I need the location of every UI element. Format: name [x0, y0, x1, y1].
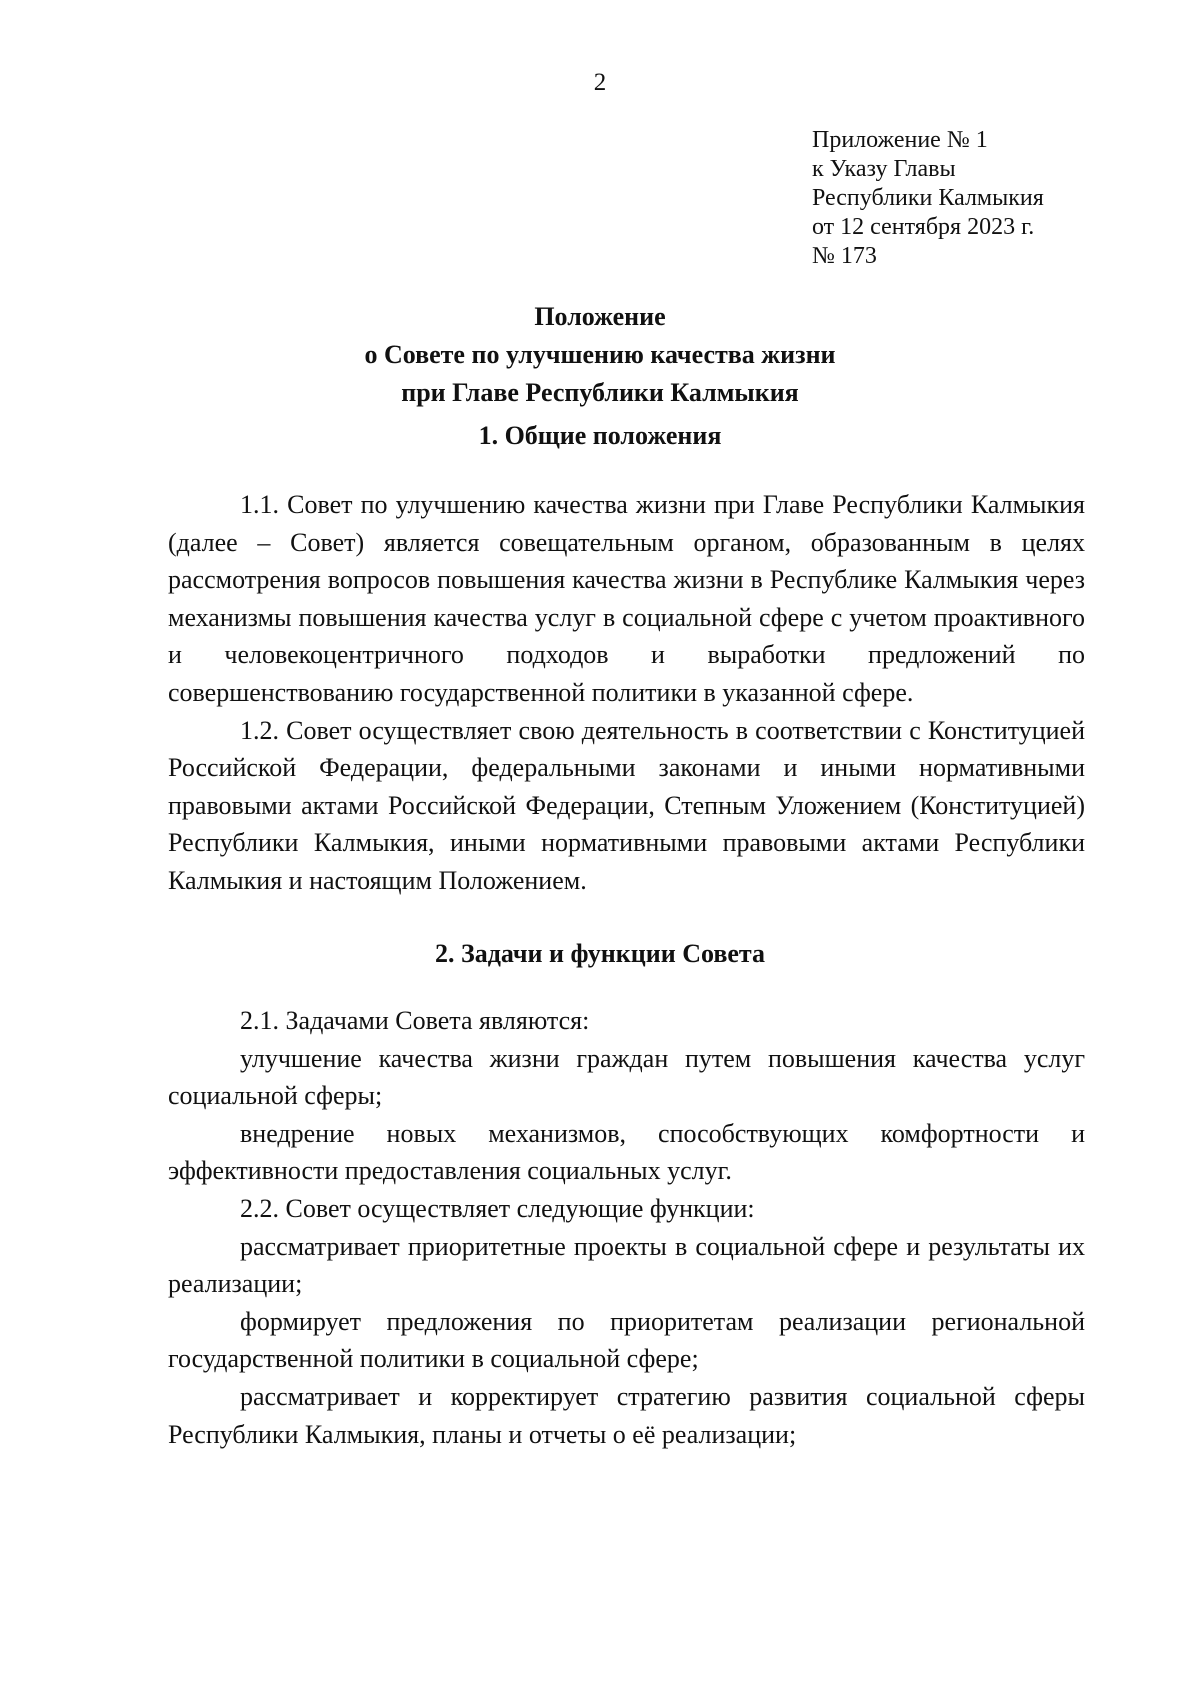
section-1-body — [168, 486, 1085, 900]
title-line: Положение — [534, 302, 666, 331]
paragraph-2-1: 2.1. Задачами Совета являются: — [240, 1006, 590, 1035]
page-number: 2 — [593, 69, 607, 96]
list-item-function: формирует предложения по приоритетам реализации региональной государственной политики в социальной сфере; — [168, 1306, 1085, 1374]
list-item-function: рассматривает приоритетные проекты в социальной сфере и результаты их реализации; — [168, 1231, 1085, 1299]
section-2-heading: 2. Задачи и функции Совета — [434, 939, 765, 968]
paragraph-1-1: 1.1. Совет по улучшению качества жизни при Главе Республики Калмыкия (далее – Совет) является совещательным органом, образованным в целях рассмотрения вопросов повышения качества жизни в Республике Калмыкия через механизмы повышения качества услуг в социальной сфере с учетом проактивного и человекоцентричного подходов и выработки предложений по совершенствованию государственной политики в указанной сфере. — [168, 490, 1085, 707]
section-2-body — [168, 1002, 1085, 1453]
paragraph-1-2: 1.2. Совет осуществляет свою деятельность в соответствии с Конституцией Российской Федерации, федеральными законами и иными нормативными правовыми актами Российской Федерации, Степным Уложением (Конституцией) Республики Калмыкия, иными нормативными правовыми актами Республики Калмыкия и настоящим Положением. — [168, 715, 1085, 895]
appendix-line: от 12 сентября 2023 г. — [812, 214, 1035, 240]
appendix-line: Республики Калмыкия — [812, 185, 1044, 211]
title-line: о Совете по улучшению качества жизни — [364, 340, 836, 369]
appendix-line: № 173 — [812, 243, 877, 269]
title-line: при Главе Республики Калмыкия — [401, 378, 799, 407]
section-1-heading: 1. Общие положения — [478, 421, 722, 450]
appendix-line: к Указу Главы — [812, 156, 956, 182]
appendix-reference — [812, 126, 1044, 271]
appendix-line: Приложение № 1 — [812, 127, 988, 153]
list-item-function: рассматривает и корректирует стратегию развития социальной сферы Республики Калмыкия, планы и отчеты о её реализации; — [168, 1381, 1085, 1449]
document-title — [0, 298, 1200, 412]
list-item-task: улучшение качества жизни граждан путем повышения качества услуг социальной сферы; — [168, 1043, 1085, 1111]
list-item-task: внедрение новых механизмов, способствующих комфортности и эффективности предоставления социальных услуг. — [168, 1118, 1085, 1186]
paragraph-2-2: 2.2. Совет осуществляет следующие функции: — [240, 1193, 755, 1223]
